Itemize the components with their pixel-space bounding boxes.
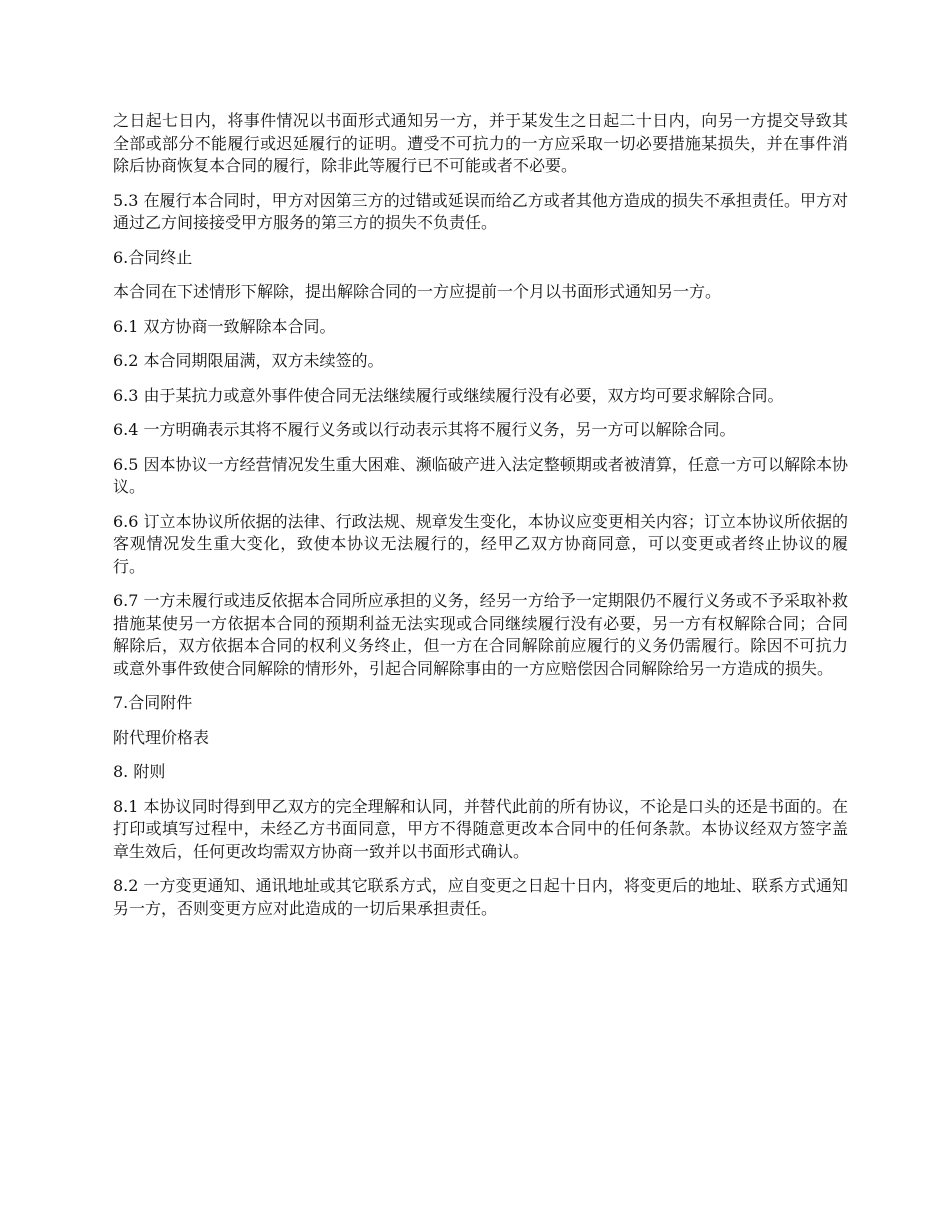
section-heading-6: 6.合同终止 — [113, 247, 193, 267]
section-heading-7: 7.合同附件 — [113, 693, 193, 712]
paragraph-6-6: 6.6 订立本协议所依据的法律、行政法规、规章发生变化，本协议应变更相关内容；订立本协议所依据的客观情况发生重大变化，致使本协议无法履行的，经甲乙双方协商同意，可以变更或者终止协议的履行。 — [113, 511, 848, 576]
paragraph-6-5: 6.5 因本协议一方经营情况发生重大困难、濒临破产进入法定整顿期或者被清算，任意一方可以解除本协议。 — [113, 454, 848, 496]
paragraph-6-1: 6.1 双方协商一致解除本合同。 — [113, 316, 336, 336]
paragraph-6-4: 6.4 一方明确表示其将不履行义务或以行动表示其将不履行义务，另一方可以解除合同。 — [113, 420, 736, 439]
paragraph-attachment: 附代理价格表 — [113, 727, 210, 747]
paragraph-termination-intro: 本合同在下述情形下解除，提出解除合同的一方应提前一个月以书面形式通知另一方。 — [113, 282, 722, 301]
section-heading-8: 8. 附则 — [113, 762, 166, 781]
paragraph-6-3: 6.3 由于某抗力或意外事件使合同无法继续履行或继续履行没有必要，双方均可要求解除合同。 — [113, 385, 784, 405]
paragraph-5-3: 5.3 在履行本合同时，甲方对因第三方的过错或延误而给乙方或者其他方造成的损失不承担责任。甲方对通过乙方间接接受甲方服务的第三方的损失不负责任。 — [113, 190, 848, 232]
paragraph-force-majeure-notice: 之日起七日内，将事件情况以书面形式通知另一方，并于某发生之日起二十日内，向另一方提交导致其全部或部分不能履行或迟延履行的证明。遭受不可抗力的一方应采取一切必要措施某损失，并在事件消除后协商恢复本合同的履行，除非此等履行已不可能或者不必要。 — [113, 111, 848, 175]
paragraph-6-7: 6.7 一方未履行或违反依据本合同所应承担的义务，经另一方给予一定期限仍不履行义务或不予采取补救措施某使另一方依据本合同的预期利益无法实现或合同继续履行没有必要，另一方有权解除合同；合同解除后，双方依据本合同的权利义务终止，但一方在合同解除前应履行的义务仍需履行。除因不可抗力或意外事件致使合同解除的情形外，引起合同解除事由的一方应赔偿因合同解除给另一方造成的损失。 — [113, 591, 848, 678]
paragraph-8-2: 8.2 一方变更通知、通讯地址或其它联系方式，应自变更之日起十日内，将变更后的地址、联系方式通知另一方，否则变更方应对此造成的一切后果承担责任。 — [113, 876, 848, 918]
document-page — [113, 110, 848, 932]
paragraph-6-2: 6.2 本合同期限届满，双方未续签的。 — [113, 351, 384, 370]
paragraph-8-1: 8.1 本协议同时得到甲乙双方的完全理解和认同，并替代此前的所有协议，不论是口头的还是书面的。在打印或填写过程中，未经乙方书面同意，甲方不得随意更改本合同中的任何条款。本协议经双方签字盖章生效后，任何更改均需双方协商一致并以书面形式确认。 — [113, 796, 848, 861]
